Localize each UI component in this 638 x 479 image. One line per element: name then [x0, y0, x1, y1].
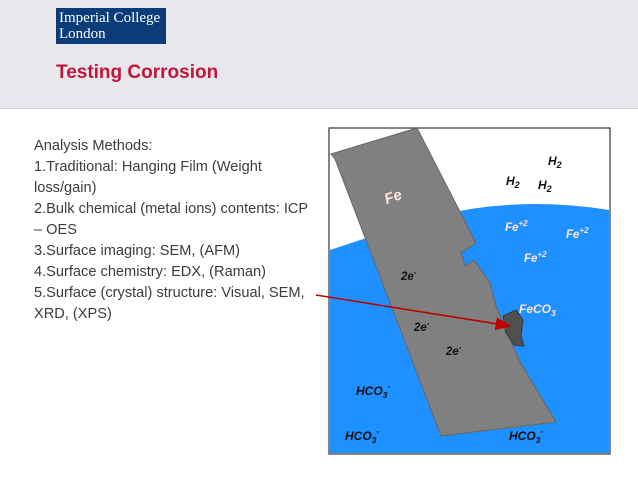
method-item-2: 2.Bulk chemical (metal ions) contents: ICP – OES: [34, 201, 308, 238]
h2-label-2: $H_2$: [506, 174, 520, 190]
fe-ion-label-2: $Fe^{+2}$: [566, 226, 589, 241]
hco3-label-3: $HCO_3^-$: [509, 426, 544, 445]
electron-label-3: 2e-: [446, 343, 462, 358]
method-item-5: 5.Surface (crystal) structure: Visual, SEM, XRD, (XPS): [34, 285, 305, 322]
logo-line-1: Imperial College: [59, 10, 161, 26]
electron-label-1: 2e-: [401, 268, 417, 283]
h2-label-3: $H_2$: [538, 178, 552, 194]
slide-title: Testing Corrosion: [56, 62, 219, 83]
hco3-label-1: $HCO_3^-$: [356, 381, 391, 400]
method-item-1: 1.Traditional: Hanging Film (Weight loss/gain): [34, 159, 262, 196]
method-item-3: 3.Surface imaging: SEM, (AFM): [34, 243, 240, 259]
methods-heading: Analysis Methods:: [34, 138, 153, 154]
hco3-label-2: $HCO_3^-$: [345, 426, 380, 445]
h2-label-1: $H_2$: [548, 154, 562, 170]
electron-label-2: 2e-: [414, 319, 430, 334]
logo-line-2: London: [59, 26, 106, 42]
fe-ion-label-3: $Fe^{+2}$: [524, 250, 547, 265]
fe-label: Fe: [382, 186, 405, 209]
fe-ion-label-1: $Fe^{+2}$: [505, 219, 528, 234]
feco3-label: FeCO$_3$: [519, 302, 556, 318]
method-item-4: 4.Surface chemistry: EDX, (Raman): [34, 264, 266, 280]
